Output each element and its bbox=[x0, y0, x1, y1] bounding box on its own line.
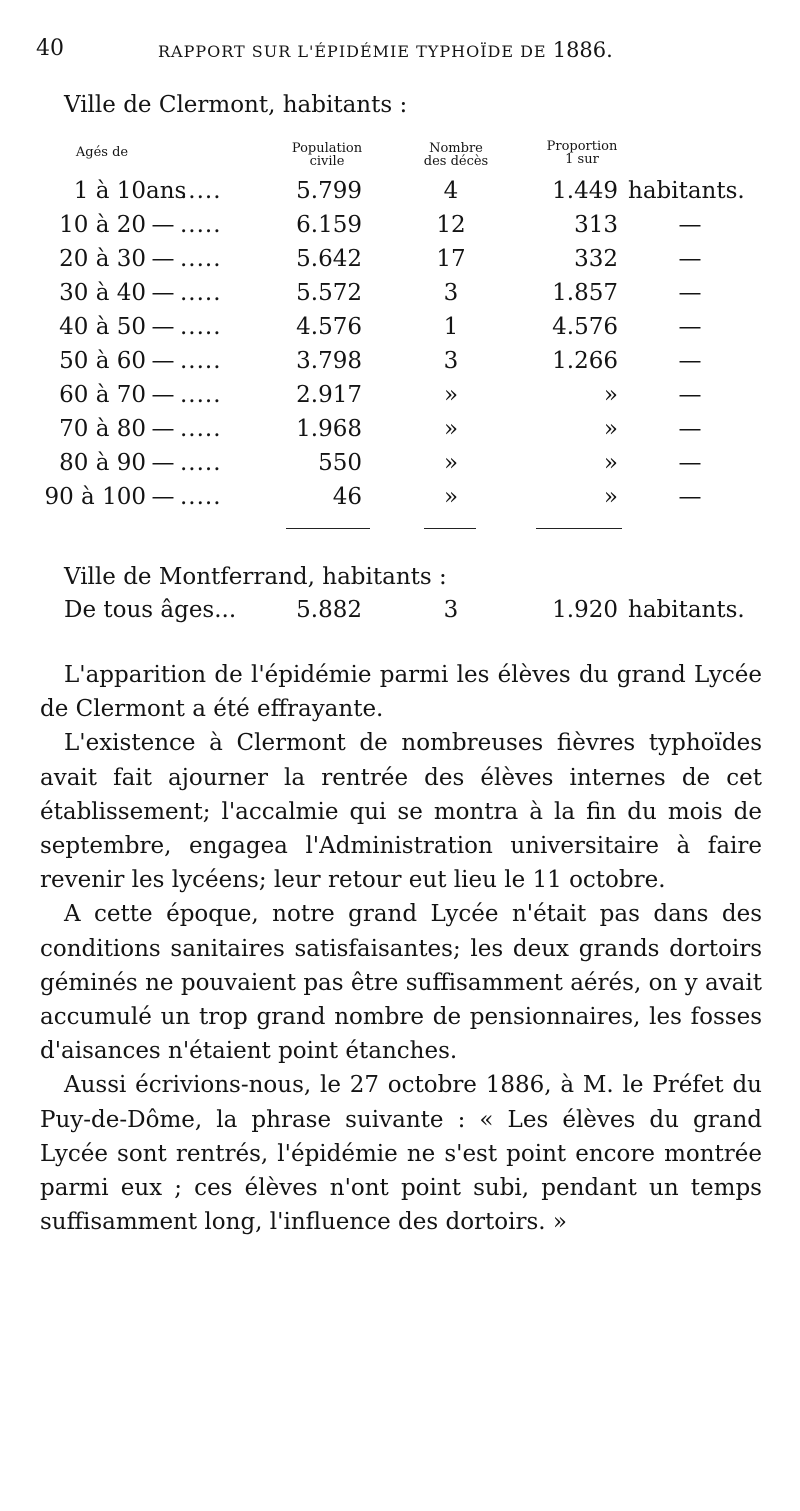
row-proportion: 313 bbox=[574, 212, 618, 238]
column-header-population bbox=[272, 142, 382, 168]
row-suffix: — bbox=[151, 246, 175, 272]
column-header-proportion bbox=[532, 140, 632, 166]
row-unit: — bbox=[678, 314, 702, 340]
row-proportion: » bbox=[603, 450, 618, 476]
row-suffix: ans bbox=[146, 178, 187, 204]
row-population: 550 bbox=[318, 450, 362, 476]
row-unit: habitants. bbox=[628, 178, 745, 204]
montferrand-deces: 3 bbox=[443, 597, 459, 623]
row-proportion: 1.449 bbox=[552, 178, 618, 204]
row-deces: » bbox=[443, 382, 459, 408]
row-unit: — bbox=[678, 348, 702, 374]
montferrand-unit: habitants. bbox=[628, 597, 745, 623]
row-population: 2.917 bbox=[296, 382, 362, 408]
row-suffix: — bbox=[151, 348, 175, 374]
montferrand-row bbox=[0, 597, 800, 631]
table-row bbox=[0, 416, 800, 450]
row-population: 3.798 bbox=[296, 348, 362, 374]
row-unit: — bbox=[678, 450, 702, 476]
running-title-text: RAPPORT SUR L'ÉPIDÉMIE TYPHOÏDE DE bbox=[158, 42, 547, 61]
row-unit: — bbox=[678, 382, 702, 408]
row-leader-dots: ..... bbox=[180, 382, 222, 408]
row-age: 70 à 80 bbox=[59, 416, 146, 442]
montferrand-label: De tous âges... bbox=[64, 597, 237, 623]
proportion-total-rule bbox=[536, 528, 622, 529]
row-age: 50 à 60 bbox=[59, 348, 146, 374]
row-age: 40 à 50 bbox=[59, 314, 146, 340]
row-proportion: 332 bbox=[574, 246, 618, 272]
row-population: 1.968 bbox=[296, 416, 362, 442]
row-leader-dots: ..... bbox=[180, 484, 222, 510]
montferrand-heading: Ville de Montferrand, habitants : bbox=[64, 564, 447, 590]
row-leader-dots: ..... bbox=[180, 314, 222, 340]
table-row bbox=[0, 450, 800, 484]
row-proportion: » bbox=[603, 382, 618, 408]
row-deces: 4 bbox=[443, 178, 459, 204]
row-proportion: 1.266 bbox=[552, 348, 618, 374]
table-row bbox=[0, 484, 800, 518]
row-age: 60 à 70 bbox=[59, 382, 146, 408]
table-row bbox=[0, 280, 800, 314]
row-proportion: 1.857 bbox=[552, 280, 618, 306]
row-suffix: — bbox=[151, 382, 175, 408]
running-title-year: 1886. bbox=[552, 38, 613, 62]
population-total-rule bbox=[286, 528, 370, 529]
row-leader-dots: ..... bbox=[180, 246, 222, 272]
row-unit: — bbox=[678, 246, 702, 272]
row-leader-dots: ..... bbox=[180, 178, 222, 204]
table-row bbox=[0, 382, 800, 416]
column-header-population-line1: Population bbox=[291, 141, 363, 156]
row-leader-dots: ..... bbox=[180, 212, 222, 238]
row-population: 6.159 bbox=[296, 212, 362, 238]
body-text bbox=[40, 658, 762, 1239]
column-header-ages bbox=[52, 146, 152, 159]
row-suffix: — bbox=[151, 280, 175, 306]
paragraph: L'apparition de l'épidémie parmi les élèves du grand Lycée de Clermont a été effrayante. bbox=[40, 662, 762, 723]
column-header-proportion-line2: 1 sur bbox=[565, 152, 599, 167]
row-unit: — bbox=[678, 280, 702, 306]
row-age: 20 à 30 bbox=[59, 246, 146, 272]
row-population: 5.642 bbox=[296, 246, 362, 272]
row-suffix: — bbox=[151, 212, 175, 238]
table-row bbox=[0, 178, 800, 212]
row-leader-dots: ..... bbox=[180, 416, 222, 442]
row-age: 10 à 20 bbox=[59, 212, 146, 238]
paragraph: A cette époque, notre grand Lycée n'était pas dans des conditions sanitaires satisfaisantes; les deux grands dortoirs géminés ne pouvaient pas être suffisamment aérés, on y avait accumulé un trop grand nombre de pensionnaires, les fosses d'aisances n'étaient point étanches. bbox=[40, 901, 762, 1065]
running-head bbox=[36, 36, 766, 68]
row-deces: 3 bbox=[443, 280, 459, 306]
row-deces: » bbox=[443, 484, 459, 510]
row-age: 90 à 100 bbox=[44, 484, 146, 510]
row-age: 80 à 90 bbox=[59, 450, 146, 476]
row-leader-dots: ..... bbox=[180, 280, 222, 306]
table-row bbox=[0, 348, 800, 382]
paragraph: Aussi écrivions-nous, le 27 octobre 1886, à M. le Préfet du Puy-de-Dôme, la phrase suivante : « Les élèves du grand Lycée sont rentrés, l'épidémie ne s'est point encore montrée parmi eux ; ces élèves n'ont point subi, pendant un temps suffisamment long, l'influence des dortoirs. » bbox=[40, 1072, 762, 1236]
row-proportion: » bbox=[603, 416, 618, 442]
row-deces: 3 bbox=[443, 348, 459, 374]
row-leader-dots: ..... bbox=[180, 450, 222, 476]
paragraph: L'existence à Clermont de nombreuses fièvres typhoïdes avait fait ajourner la rentrée des élèves internes de cet établissement; l'accalmie qui se montra à la fin du mois de septembre, engagea l'Administration universitaire à faire revenir les lycéens; leur retour eut lieu le 11 octobre. bbox=[40, 730, 762, 894]
row-deces: 1 bbox=[443, 314, 459, 340]
row-population: 4.576 bbox=[296, 314, 362, 340]
row-unit: — bbox=[678, 484, 702, 510]
row-deces: » bbox=[443, 416, 459, 442]
row-suffix: — bbox=[151, 484, 175, 510]
row-population: 5.572 bbox=[296, 280, 362, 306]
column-header-deces-line1: Nombre bbox=[429, 141, 483, 156]
row-age: 1 à 10 bbox=[73, 178, 146, 204]
column-header-proportion-line1: Proportion bbox=[546, 139, 618, 154]
table-row bbox=[0, 246, 800, 280]
row-suffix: — bbox=[151, 450, 175, 476]
clermont-heading: Ville de Clermont, habitants : bbox=[64, 92, 408, 118]
row-proportion: 4.576 bbox=[552, 314, 618, 340]
column-header-deces-line2: des décès bbox=[423, 154, 489, 169]
column-header-deces bbox=[406, 142, 506, 168]
column-header-population-line2: civile bbox=[309, 154, 345, 169]
row-leader-dots: ..... bbox=[180, 348, 222, 374]
page-number: 40 bbox=[36, 36, 64, 61]
row-deces: 17 bbox=[436, 246, 466, 272]
deces-total-rule bbox=[424, 528, 476, 529]
row-proportion: » bbox=[603, 484, 618, 510]
running-title bbox=[158, 38, 613, 62]
row-deces: » bbox=[443, 450, 459, 476]
row-unit: — bbox=[678, 416, 702, 442]
row-population: 46 bbox=[332, 484, 362, 510]
montferrand-proportion: 1.920 bbox=[552, 597, 618, 623]
row-age: 30 à 40 bbox=[59, 280, 146, 306]
row-suffix: — bbox=[151, 314, 175, 340]
table-row bbox=[0, 212, 800, 246]
column-header-ages-text: Agés de bbox=[75, 145, 129, 160]
row-suffix: — bbox=[151, 416, 175, 442]
table-row bbox=[0, 314, 800, 348]
montferrand-population: 5.882 bbox=[296, 597, 362, 623]
row-population: 5.799 bbox=[296, 178, 362, 204]
row-unit: — bbox=[678, 212, 702, 238]
row-deces: 12 bbox=[436, 212, 466, 238]
